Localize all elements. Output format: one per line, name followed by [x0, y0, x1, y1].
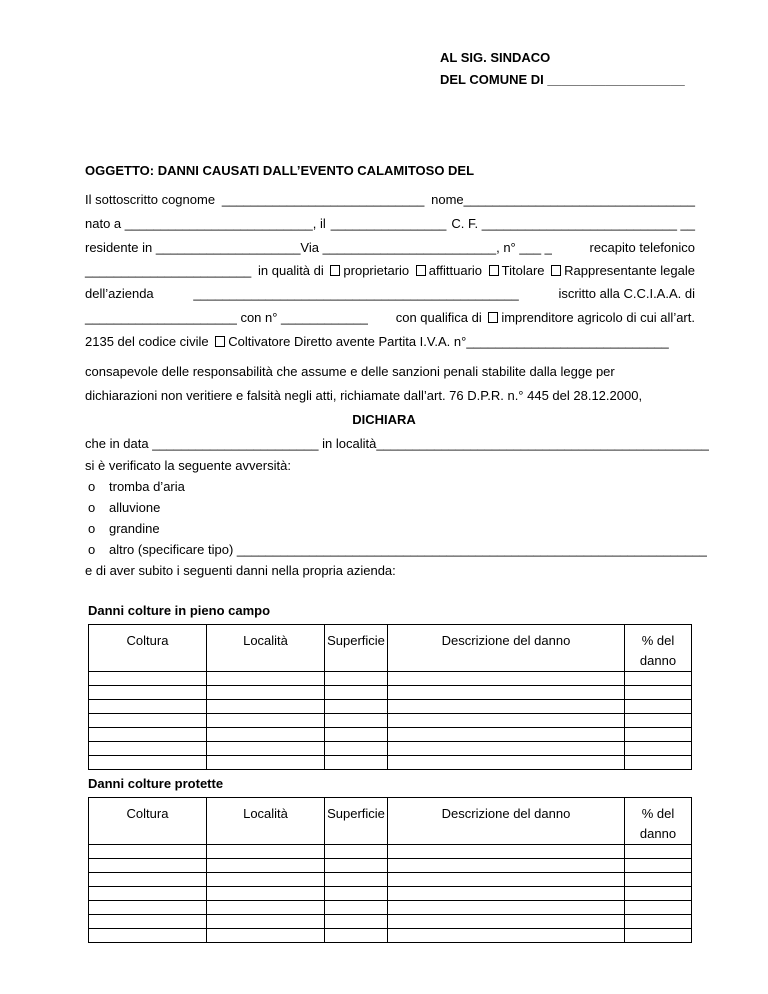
- option-tornado: tromba d’aria: [109, 479, 185, 494]
- form-line-1: [85, 192, 695, 207]
- table-cell[interactable]: [207, 672, 325, 686]
- table-cell[interactable]: [89, 672, 207, 686]
- surname-field[interactable]: ____________________________: [221, 192, 425, 207]
- damage-table-protected-crops: [88, 797, 692, 943]
- table-cell[interactable]: [89, 873, 207, 887]
- bullet-marker[interactable]: o: [88, 521, 96, 536]
- table-cell[interactable]: [388, 887, 625, 901]
- table-cell[interactable]: [388, 845, 625, 859]
- table-cell[interactable]: [625, 901, 692, 915]
- table-cell[interactable]: [325, 686, 388, 700]
- table-cell[interactable]: [325, 845, 388, 859]
- damage-table-field-crops: [88, 624, 692, 770]
- table-cell[interactable]: [207, 714, 325, 728]
- phone-field[interactable]: _______________________: [85, 263, 252, 278]
- form-line-3: [85, 240, 695, 255]
- table-row: [89, 887, 692, 901]
- table-cell[interactable]: [388, 915, 625, 929]
- table-cell[interactable]: [625, 915, 692, 929]
- table-row: [89, 700, 692, 714]
- option-holder-label: Titolare: [501, 263, 545, 278]
- table-cell[interactable]: [625, 728, 692, 742]
- table-cell[interactable]: [325, 901, 388, 915]
- chamber-label: iscritto alla C.C.I.A.A. di: [558, 286, 695, 301]
- table-cell[interactable]: [207, 915, 325, 929]
- table-row: [89, 845, 692, 859]
- table-cell[interactable]: [89, 929, 207, 943]
- registration-field[interactable]: _____________________ con n° ____________: [85, 310, 368, 325]
- table-cell[interactable]: [325, 672, 388, 686]
- event-date-line: [85, 436, 709, 451]
- table-cell[interactable]: [625, 887, 692, 901]
- table-cell[interactable]: [388, 756, 625, 770]
- table-cell[interactable]: [207, 901, 325, 915]
- table-cell[interactable]: [388, 873, 625, 887]
- company-label: dell’azienda: [85, 286, 154, 301]
- table-cell[interactable]: [625, 700, 692, 714]
- table-row: [89, 756, 692, 770]
- table-cell[interactable]: [207, 859, 325, 873]
- addressee-line-2: DEL COMUNE DI ___________________: [440, 72, 685, 87]
- header-surface: Superficie: [325, 625, 388, 672]
- qualification-options: [396, 310, 695, 325]
- bullet-marker[interactable]: o: [88, 500, 96, 515]
- event-intro: si è verificato la seguente avversità:: [85, 458, 291, 473]
- header-percent: % del danno: [625, 625, 692, 672]
- header-crop: Coltura: [89, 798, 207, 845]
- table-row: [89, 672, 692, 686]
- table-cell[interactable]: [325, 859, 388, 873]
- table-cell[interactable]: [89, 714, 207, 728]
- table-row: [89, 742, 692, 756]
- option-flood: alluvione: [109, 500, 161, 515]
- table-cell[interactable]: [325, 929, 388, 943]
- option-tenant-label: affittuario: [428, 263, 483, 278]
- table-row: [89, 929, 692, 943]
- form-line-4: [85, 263, 695, 278]
- option-legal-rep-label: Rappresentante legale: [564, 263, 695, 278]
- table-cell[interactable]: [89, 887, 207, 901]
- table-cell[interactable]: [388, 714, 625, 728]
- table-body: [89, 845, 692, 943]
- form-line-7: [85, 334, 695, 349]
- table-cell[interactable]: [89, 756, 207, 770]
- table-cell[interactable]: [207, 728, 325, 742]
- table-row: [89, 686, 692, 700]
- option-hail: grandine: [109, 521, 160, 536]
- table-cell[interactable]: [325, 714, 388, 728]
- table-cell[interactable]: [625, 859, 692, 873]
- table-cell[interactable]: [325, 756, 388, 770]
- header-location: Località: [207, 798, 325, 845]
- table-cell[interactable]: [89, 901, 207, 915]
- table-cell[interactable]: [625, 873, 692, 887]
- table-body: [89, 672, 692, 770]
- header-surface: Superficie: [325, 798, 388, 845]
- table-cell[interactable]: [207, 742, 325, 756]
- table-header-row: [89, 798, 692, 845]
- table-cell[interactable]: [625, 845, 692, 859]
- table-cell[interactable]: [325, 728, 388, 742]
- phone-label: recapito telefonico: [589, 240, 695, 255]
- form-line-5: [85, 286, 695, 301]
- role-options: [258, 263, 695, 278]
- table-cell[interactable]: [388, 686, 625, 700]
- qualification-label: con qualifica di: [395, 310, 482, 325]
- table-cell[interactable]: [207, 845, 325, 859]
- table-cell[interactable]: [625, 714, 692, 728]
- option-farmer-label: imprenditore agricolo di cui all’art.: [501, 310, 695, 325]
- option-other[interactable]: altro (specificare tipo) _________________________________________________________________: [109, 542, 707, 557]
- table-cell[interactable]: [325, 700, 388, 714]
- checkbox-owner[interactable]: [330, 265, 340, 276]
- table-cell[interactable]: [625, 756, 692, 770]
- table-cell[interactable]: [207, 686, 325, 700]
- table-cell[interactable]: [625, 686, 692, 700]
- table-cell[interactable]: [207, 873, 325, 887]
- table-cell[interactable]: [89, 742, 207, 756]
- table-cell[interactable]: [89, 915, 207, 929]
- checkbox-legal-rep[interactable]: [551, 265, 561, 276]
- tax-code-field[interactable]: C. F. ___________________________ __: [451, 216, 695, 231]
- table-cell[interactable]: [89, 845, 207, 859]
- table-cell[interactable]: [207, 756, 325, 770]
- table-row: [89, 728, 692, 742]
- bullet-marker[interactable]: o: [88, 479, 96, 494]
- table-cell[interactable]: [388, 901, 625, 915]
- damage-intro: e di aver subito i seguenti danni nella propria azienda:: [85, 563, 396, 578]
- table-cell[interactable]: [325, 873, 388, 887]
- header-crop: Coltura: [89, 625, 207, 672]
- table-cell[interactable]: [388, 700, 625, 714]
- event-place-field[interactable]: ______________________________________________: [376, 436, 709, 451]
- option-owner-label: proprietario: [343, 263, 410, 278]
- event-date-field[interactable]: che in data _______________________ in località: [85, 436, 377, 451]
- table-cell[interactable]: [89, 700, 207, 714]
- table-header-row: [89, 625, 692, 672]
- table-cell[interactable]: [89, 859, 207, 873]
- table-row: [89, 901, 692, 915]
- table-title-protected-crops: Danni colture protette: [88, 776, 224, 791]
- table-cell[interactable]: [388, 728, 625, 742]
- birthdate-field[interactable]: ________________: [330, 216, 447, 231]
- header-location: Località: [207, 625, 325, 672]
- table-cell[interactable]: [388, 742, 625, 756]
- table-cell[interactable]: [325, 742, 388, 756]
- bullet-marker[interactable]: o: [88, 542, 96, 557]
- table-cell[interactable]: [625, 929, 692, 943]
- table-title-field-crops: Danni colture in pieno campo: [88, 603, 271, 618]
- checkbox-direct-farmer[interactable]: [215, 336, 225, 347]
- table-cell[interactable]: [89, 728, 207, 742]
- table-cell[interactable]: [207, 929, 325, 943]
- vat-field[interactable]: Coltivatore Diretto avente Partita I.V.A. n°____________________________: [228, 334, 669, 349]
- table-row: [89, 873, 692, 887]
- role-label: in qualità di: [258, 263, 324, 278]
- civil-code-label: 2135 del codice civile: [85, 334, 209, 349]
- table-cell[interactable]: [388, 859, 625, 873]
- awareness-text-1: consapevole delle responsabilità che assume e delle sanzioni penali stabilite dalla legge per: [85, 364, 615, 379]
- declare-heading: DICHIARA: [352, 412, 416, 427]
- table-cell[interactable]: [207, 700, 325, 714]
- table-cell[interactable]: [89, 686, 207, 700]
- checkbox-holder[interactable]: [489, 265, 499, 276]
- residence-field[interactable]: residente in ____________________Via ________________________, n° ___ _: [85, 240, 552, 255]
- form-line-6: [85, 310, 695, 325]
- header-description: Descrizione del danno: [388, 798, 625, 845]
- birthplace-field[interactable]: nato a __________________________, il: [85, 216, 326, 231]
- checkbox-tenant[interactable]: [416, 265, 426, 276]
- table-cell[interactable]: [625, 742, 692, 756]
- header-percent: % del danno: [625, 798, 692, 845]
- awareness-line-2: dichiarazioni non veritiere e falsità negli atti, richiamate dall’art. 76 D.P.R. n.° 445 del 28.12.2000,: [85, 388, 643, 403]
- addressee-line-1: AL SIG. SINDACO: [440, 50, 551, 65]
- table-cell[interactable]: [325, 887, 388, 901]
- table-row: [89, 714, 692, 728]
- table-cell[interactable]: [325, 915, 388, 929]
- table-cell[interactable]: [625, 672, 692, 686]
- table-cell[interactable]: [388, 929, 625, 943]
- subject-line: OGGETTO: DANNI CAUSATI DALL’EVENTO CALAMITOSO DEL: [85, 163, 475, 178]
- header-description: Descrizione del danno: [388, 625, 625, 672]
- table-row: [89, 859, 692, 873]
- awareness-line-1: [85, 364, 695, 379]
- company-field[interactable]: _____________________________________________: [193, 286, 519, 301]
- name-field[interactable]: nome________________________________: [431, 192, 695, 207]
- table-cell[interactable]: [388, 672, 625, 686]
- surname-label: Il sottoscritto cognome: [85, 192, 216, 207]
- table-cell[interactable]: [207, 887, 325, 901]
- form-line-2: [85, 216, 695, 231]
- table-row: [89, 915, 692, 929]
- checkbox-farmer[interactable]: [488, 312, 498, 323]
